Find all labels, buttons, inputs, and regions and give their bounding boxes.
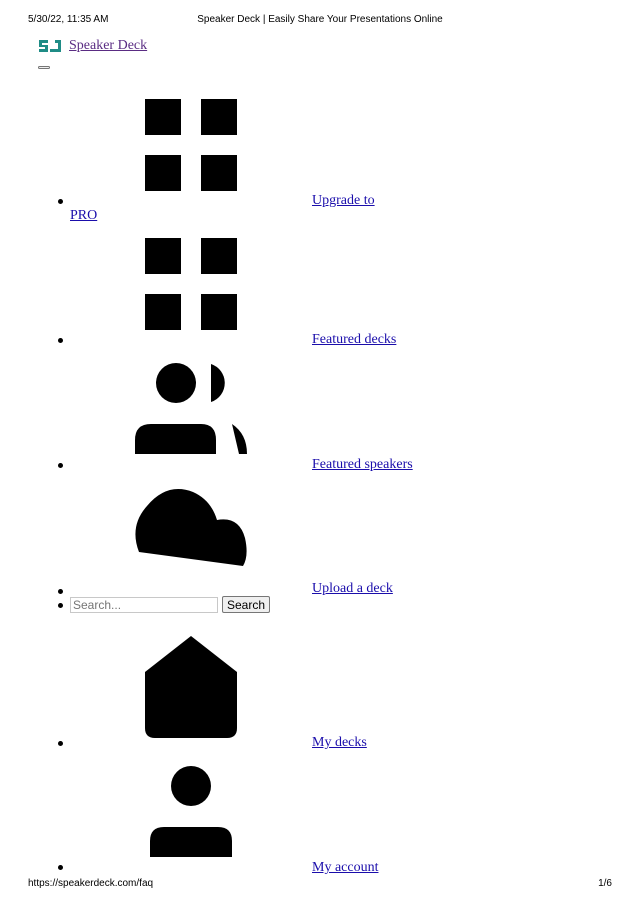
list-bullet xyxy=(58,463,63,468)
nav-link-featured-decks[interactable]: Featured decks xyxy=(312,332,397,347)
print-page-number: 1/6 xyxy=(598,878,612,889)
nav-link-my-account[interactable]: My account xyxy=(312,860,379,875)
user-icon xyxy=(150,765,232,857)
nav-link-upload-deck[interactable]: Upload a deck xyxy=(312,581,393,596)
speaker-deck-logo xyxy=(37,37,63,55)
nav-link-my-decks[interactable]: My decks xyxy=(312,735,367,750)
brand-home-link[interactable] xyxy=(37,37,147,55)
nav-item-upgrade xyxy=(0,92,640,227)
nav-link-upgrade[interactable]: Upgrade to xyxy=(312,193,375,208)
print-footer xyxy=(28,878,612,892)
search-input[interactable] xyxy=(70,597,218,613)
nav-item-my-decks xyxy=(0,628,640,753)
print-url: https://speakerdeck.com/faq xyxy=(28,878,154,889)
nav-toggle-button[interactable] xyxy=(38,66,50,69)
list-bullet xyxy=(58,338,63,343)
grid-icon xyxy=(145,99,237,191)
list-bullet xyxy=(58,865,63,870)
nav-item-featured-decks xyxy=(0,232,640,352)
home-icon xyxy=(145,636,237,738)
print-datetime: 5/30/22, 11:35 AM xyxy=(28,14,109,25)
nav-link-featured-speakers[interactable]: Featured speakers xyxy=(312,457,413,472)
cloud-upload-icon xyxy=(135,486,247,566)
list-bullet xyxy=(58,199,63,204)
users-icon xyxy=(135,362,247,454)
grid-icon xyxy=(145,238,237,330)
print-header xyxy=(28,14,612,28)
nav-item-featured-speakers xyxy=(0,358,640,478)
search-button[interactable]: Search xyxy=(222,596,270,613)
nav-item-upload-deck xyxy=(0,484,640,596)
nav-item-my-account xyxy=(0,760,640,880)
list-bullet xyxy=(58,741,63,746)
print-page-title: Speaker Deck | Easily Share Your Presentations Online xyxy=(197,14,443,25)
nav-link-upgrade-pro[interactable]: PRO xyxy=(70,208,98,223)
search-form xyxy=(70,596,270,613)
list-bullet xyxy=(58,589,63,594)
list-bullet xyxy=(58,603,63,608)
brand-name: Speaker Deck xyxy=(69,38,148,53)
